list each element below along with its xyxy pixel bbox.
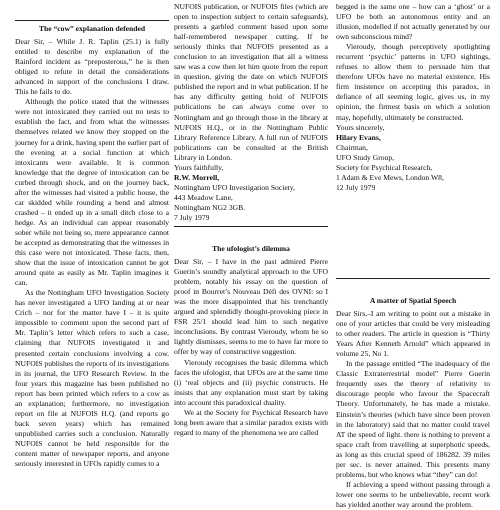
paragraph: Vieroudy, though perceptively spotlighting recurrent ‘psychic’ patterns in UFO sightings, refuses to allow them to persuade him that therefore UFOs have no material existence. His firm insistence on accepting this paradox, in defiance of all seeming logic, gives us, in my opinion, the firmest basis on which a solution may, hopefully, ultimately be constructed. bbox=[336, 42, 490, 122]
signature-line: Society for Psychical Research, bbox=[336, 162, 433, 172]
paragraph: Dear Sirs,–I am writing to point out a mistake in one of your articles that could be very misleading to other readers. The article in question is “Thirty Years After Kenneth Arnold” which appeared in volume 25, No 1. bbox=[336, 309, 490, 359]
paragraph: Vieroudy recognises the basic dilemma which faces the ufologist, that UFOs are at the same time (i) ‘real objects and (ii) psychic constructs. He insists that any explanation must start by taking into account this paradoxical duality. bbox=[174, 357, 328, 407]
paragraph: If achieving a speed without passing through a lower one seems to be unbelievable, recent work has yielded another way around the problem. bbox=[336, 479, 490, 509]
signature-line: Yours faithfully, bbox=[174, 162, 224, 172]
signature-block-morrell bbox=[174, 163, 328, 223]
article-heading-cow: The “cow” explanation defended bbox=[38, 24, 146, 33]
paragraph: As the Nottingham UFO Investigation Society has never investigated a UFO landing at or near Crich – nor for the matter have I – it is quite impossible to comment upon the second part of Mr. Taplin’s letter which refers to such a case, claiming that NUFOIS investigated it and presented certain conclusions involving a cow. NUFOIS publishes the reports of its investigations in its journal, the UFO Research Review. In the four years this magazine has been published no report has been printed which refers to a cow as an explanation; furthermore, no investigation report on file at NUFOIS H.Q. (and reports go back seven years) which has remained unpublished carries such a conclusion. Naturally NUFOIS cannot be held responsible for the content matter of newspaper reports, and anyone seriously interested in UFOs rapidly comes to a bbox=[15, 288, 169, 469]
article-heading-spatial-speech: A matter of Spatial Speech bbox=[369, 296, 457, 305]
signature-line: 443 Meadow Lane, bbox=[174, 192, 233, 202]
signature-line: Nottingham UFO Investigation Society, bbox=[174, 182, 295, 192]
signature-name: Hilary Evans, bbox=[336, 132, 381, 142]
heading-rule bbox=[336, 278, 490, 279]
column-2 bbox=[174, 2, 328, 223]
signature-line: 1 Adam & Eve Mews, London W8, bbox=[336, 172, 444, 182]
paragraph: begged is the same one – how can a ‘ghost’ or a UFO be both an autonomous entity and an illusion, modelled if not actually generated by our own subconscious mind? bbox=[336, 2, 490, 42]
paragraph: Although the police stated that the witnesses were not intoxicated they carried out no tests to establish the fact, and from what the witnesses themselves related we know they stopped on the journey for a drink, having spent the earlier part of the evening at a social function at which intoxicants were available. It is common knowledge that the degree of intoxication can be curbed through shock, and on the journey back, after the witnesses had visited a public house, the car skidded while rounding a bend and almost crashed – it ended up in a small ditch close to a hedge. As an individual can appear reasonably sober while not being so, mere appearance cannot be accepted as demonstrating that the witnesses in this case were not intoxicated. These facts, then, show that the issue of intoxication cannot be got around quite as easily as Mr. Taplin imagines it can. bbox=[15, 97, 169, 288]
signature-line: UFO Study Group, bbox=[336, 152, 395, 162]
column-3 bbox=[336, 2, 490, 193]
article-ufologist-dilemma bbox=[174, 244, 328, 438]
paragraph: NUFOIS publication, or NUFOIS files (which are open to inspection subject to certain safeguards), presents a garbled comment based upon some half-remembered newspaper cutting. If he seriously thinks that NUFOIS presented as a conclusion to an investigation that all a witness saw was a cow then let him quote from the report in question, giving the date on which NUFOIS published the report and in what publication. If he has any difficulty getting hold of NUFOIS publications he can always come over to Nottingham and go through those in the library at NUFOIS H.Q., or in the Nottingham Public Library Reference Library. A full run of NUFOIS publications can be consulted at the British Library in London. bbox=[174, 2, 328, 162]
signature-block-evans bbox=[336, 123, 490, 193]
article-spatial-speech bbox=[336, 296, 490, 510]
paragraph: Dear Sir, – While J. R. Taplin (25.1) is fully entitled to describe my explanation of the Rainford incident as “preposterous,” he is then obliged to refute in detail the considerations advanced in support of the conclusions I draw. This he fails to do. bbox=[15, 37, 169, 97]
heading-rule bbox=[15, 20, 169, 21]
signature-line: Chairman, bbox=[336, 142, 368, 152]
paragraph: Dear Sir, – I have in the past admired Pierre Guerin’s soundly analytical approach to the UFO problem, notably his essay on the question of proof in Bourret’s Nouveau Défi des OVNI: so I was the more disappointed that his trenchantly argued and splendidly thought-provoking piece in FSR 25/1 should lead him to such negative inconclusions. By contrast Vieroudy, whom he so lightly dismisses, seems to me to have far more to offer by way of constructive suggestion. bbox=[174, 257, 328, 357]
signature-line: Nottingham NG2 3GB. bbox=[174, 202, 246, 212]
signature-date: 7 July 1979 bbox=[174, 212, 210, 222]
column-1 bbox=[15, 24, 169, 469]
heading-rule bbox=[174, 226, 328, 227]
article-heading-dilemma: The ufologist’s dilemma bbox=[212, 244, 290, 253]
paragraph: In the passage entitled “The inadequacy of the Classic Extraterrestrial model” Pierre Guerin frequently uses the theory of relativity to discourage people who favour the Spacecraft Theory. Unfortunately, he has made a mistake. Einstein’s theories (which have since been proven in the laboratory) said that no matter could travel AT the speed of light. there is nothing to prevent a space craft from travelling at superphotic speeds, as long as this crucial speed of 186282. 39 miles per sec. is never attained. This presents many problems, but who knows what “they” can do! bbox=[336, 359, 490, 479]
paragraph: We at the Society for Psychical Research have long been aware that a similar paradox exists with regard to many of the phenomena we are called bbox=[174, 407, 328, 437]
signature-line: Yours sincerely, bbox=[336, 122, 385, 132]
signature-name: R.W. Morrell, bbox=[174, 172, 220, 182]
signature-date: 12 July 1979 bbox=[336, 182, 376, 192]
